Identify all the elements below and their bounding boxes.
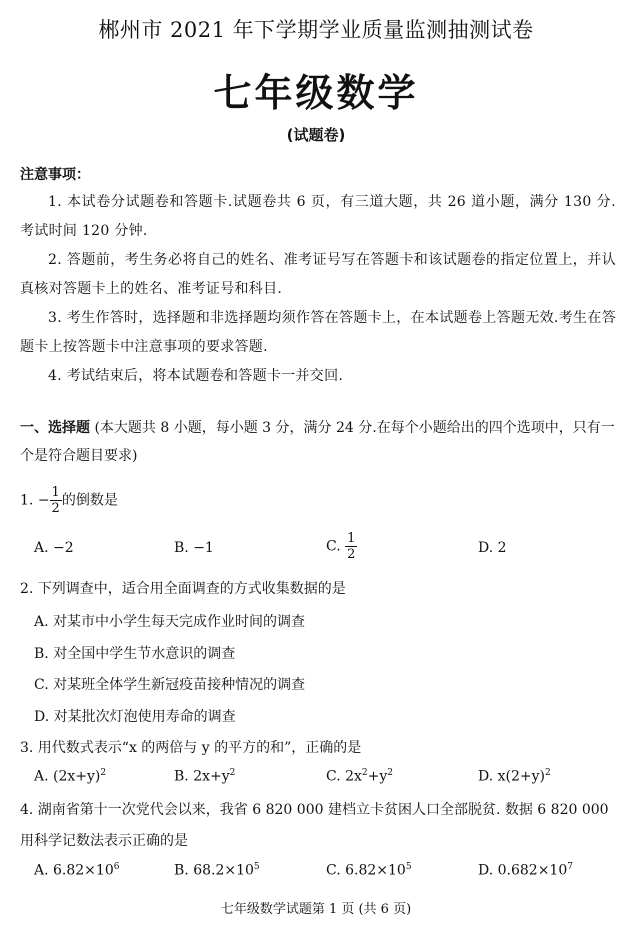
question-number: 1.	[20, 492, 34, 509]
exponent: 6	[113, 862, 120, 872]
option-text: A. 6.82×10	[34, 862, 114, 879]
exponent: 2	[545, 768, 551, 778]
exponent: 5	[405, 862, 412, 872]
option-d: D. 2	[478, 540, 507, 556]
fraction-numerator: 1	[51, 485, 60, 500]
exponent: 2	[361, 768, 368, 778]
option-d	[478, 862, 573, 879]
fraction-denominator: 2	[347, 547, 356, 562]
subject-title: 七年级数学	[213, 71, 419, 115]
question-2-stem: 2. 下列调查中，适合用全面调查的方式收集数据的是	[20, 581, 346, 597]
notes-heading: 注意事项：	[20, 167, 90, 183]
option-text: B. 68.2×10	[174, 862, 254, 879]
question-text: 的倒数是	[61, 492, 118, 509]
option-text: B. 2x+y	[174, 768, 230, 785]
exponent: 2	[387, 768, 394, 778]
option-b: B. 对全国中学生节水意识的调查	[34, 646, 236, 662]
notes-list	[20, 188, 616, 391]
option-text: C. 2x	[326, 768, 362, 785]
question-3-stem: 3. 用代数式表示“x 的两倍与 y 的平方的和”，正确的是	[20, 740, 362, 756]
exam-title: 郴州市 2021 年下学期学业质量监测抽测试卷	[98, 18, 534, 42]
page-footer: 七年级数学试题第 1 页 (共 6 页)	[220, 902, 412, 917]
section-choice-header	[20, 414, 616, 470]
option-c	[326, 768, 393, 785]
option-text: D. 0.682×10	[478, 862, 568, 879]
option-a	[34, 768, 106, 785]
fraction	[345, 531, 357, 562]
section-description: (本大题共 8 小题，每小题 3 分，满分 24 分.在每个小题给出的四个选项中，只有一个是符合题目要求)	[20, 420, 615, 464]
option-c	[326, 862, 412, 879]
section-title: 一、选择题	[20, 420, 90, 436]
option-a: A. −2	[34, 540, 74, 556]
question-4-stem-line1: 4. 湖南省第十一次党代会以来，我省 6 820 000 建档立卡贫困人口全部脱贫. 数据 6 820 000	[20, 802, 609, 818]
exponent: 2	[100, 768, 107, 778]
option-a	[34, 862, 119, 879]
option-b	[174, 862, 260, 879]
exponent: 5	[253, 862, 260, 872]
question-4-stem-line2: 用科学记数法表示正确的是	[20, 833, 188, 849]
option-b: B. −1	[174, 540, 214, 556]
exponent: 7	[567, 862, 573, 872]
option-d: D. 对某批次灯泡使用寿命的调查	[34, 709, 236, 725]
option-text: A. (2x+y)	[34, 768, 101, 785]
fraction-numerator: 1	[347, 531, 356, 546]
fraction-denominator: 2	[51, 501, 60, 516]
minus-sign: −	[37, 492, 50, 509]
option-text: C. 6.82×10	[326, 862, 406, 879]
note-item: 1. 本试卷分试题卷和答题卡.试题卷共 6 页，有三道大题，共 26 道小题，满分 130 分.考试时间 120 分钟.	[20, 194, 616, 239]
option-b	[174, 768, 235, 785]
question-1-stem	[20, 485, 118, 516]
volume-label: (试题卷)	[286, 126, 346, 144]
option-label: C.	[326, 538, 341, 555]
option-text: D. x(2+y)	[478, 768, 545, 785]
note-item: 4. 考试结束后，将本试题卷和答题卡一并交回.	[48, 368, 344, 384]
option-c	[326, 531, 357, 562]
option-text: +y	[367, 768, 388, 785]
fraction	[50, 485, 62, 516]
exponent: 2	[229, 768, 236, 778]
option-d	[478, 768, 551, 785]
option-a: A. 对某市中小学生每天完成作业时间的调查	[34, 614, 306, 630]
note-item: 3. 考生作答时，选择题和非选择题均须作答在答题卡上，在本试题卷上答题无效.考生在答题卡上按答题卡中注意事项的要求答题.	[20, 310, 616, 355]
option-c: C. 对某班全体学生新冠疫苗接种情况的调查	[34, 677, 306, 693]
note-item: 2. 答题前，考生务必将自己的姓名、准考证号写在答题卡和该试题卷的指定位置上，并认真核对答题卡上的姓名、准考证号和科目.	[20, 252, 616, 297]
